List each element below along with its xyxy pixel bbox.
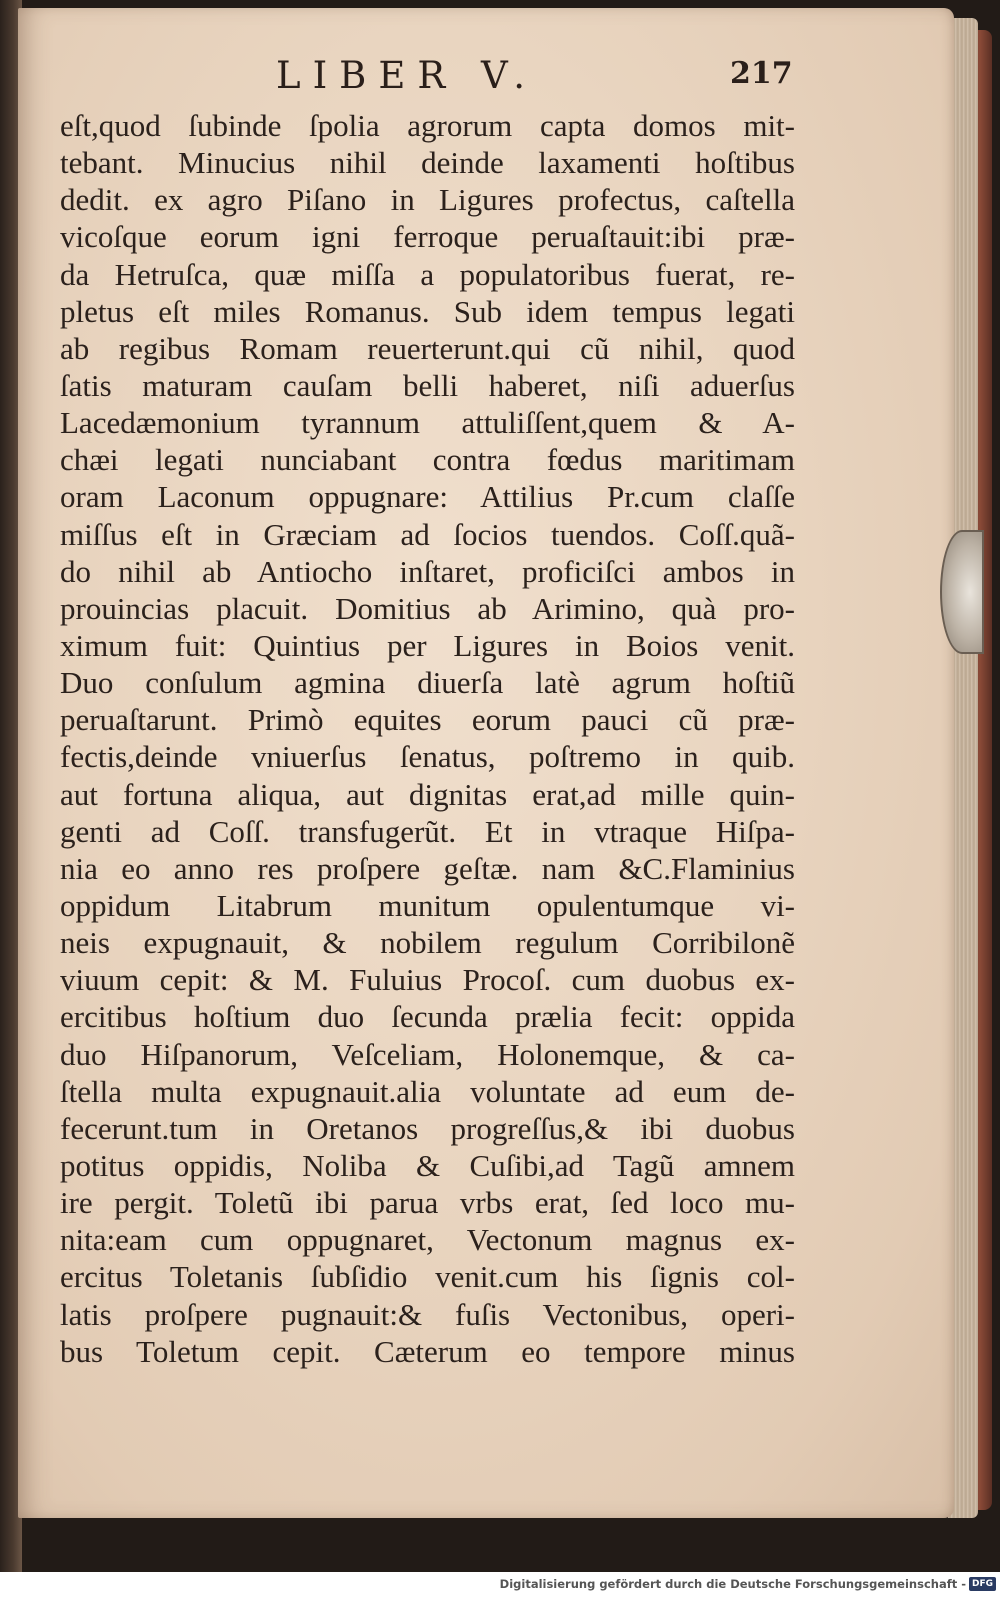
text-line: ercitibus hoſtium duo ſecunda prælia fecit: oppida <box>60 999 795 1035</box>
dfg-logo: DFG <box>969 1577 996 1591</box>
digitization-footer <box>0 1572 1000 1597</box>
text-line: ercitus Toletanis ſubſidio venit.cum his ſignis col- <box>60 1259 795 1295</box>
text-line: fecerunt.tum in Oretanos progreſſus,& ibi duobus <box>60 1110 795 1146</box>
body-text <box>60 107 805 1370</box>
text-line: potitus oppidis, Noliba & Cuſibi,ad Tagũ amnem <box>60 1147 795 1183</box>
text-line: oram Laconum oppugnare: Attilius Pr.cum claſſe <box>60 479 795 515</box>
text-line: da Hetruſca, quæ miſſa a populatoribus fuerat, re- <box>60 256 795 292</box>
text-line: neis expugnauit, & nobilem regulum Corribilonẽ <box>60 925 795 961</box>
text-line: prouincias placuit. Domitius ab Arimino, quà pro- <box>60 590 795 626</box>
text-line: latis proſpere pugnauit:& fuſis Vectonibus, operi- <box>60 1296 795 1332</box>
text-line: Duo conſulum agmina diuerſa latè agrum hoſtiũ <box>60 665 795 701</box>
text-line: duo Hiſpanorum, Veſceliam, Holonemque, & ca- <box>60 1036 795 1072</box>
running-head-title: LIBER V. <box>276 54 538 97</box>
text-line: ſatis maturam cauſam belli haberet, niſi aduerſus <box>60 367 795 403</box>
text-line: peruaſtarunt. Primò equites eorum pauci cũ præ- <box>60 702 795 738</box>
text-line: aut fortuna aliqua, aut dignitas erat,ad mille quin- <box>60 776 795 812</box>
text-line: nia eo anno res proſpere geſtæ. nam &C.Flaminius <box>60 850 795 886</box>
text-line: chæi legati nunciabant contra fœdus maritimam <box>60 442 795 478</box>
text-line: dedit. ex agro Piſano in Ligures profectus, caſtella <box>60 182 795 218</box>
text-line: vicoſque eorum igni ferroque peruaſtauit:ibi præ- <box>60 219 795 255</box>
text-line: ire pergit. Toletũ ibi parua vrbs erat, ſed loco mu- <box>60 1185 795 1221</box>
page-number: 217 <box>730 56 793 91</box>
book-page <box>18 8 954 1518</box>
footer-credit: Digitalisierung gefördert durch die Deutsche Forschungsgemeinschaft - <box>499 1577 966 1591</box>
text-line: tebant. Minucius nihil deinde laxamenti hoſtibus <box>60 145 795 181</box>
text-line: pletus eſt miles Romanus. Sub idem tempus legati <box>60 293 795 329</box>
clasp-icon <box>940 530 984 654</box>
text-line: eſt,quod ſubinde ſpolia agrorum capta domos mit- <box>60 108 795 143</box>
running-head <box>58 54 798 102</box>
text-line: do nihil ab Antiocho inſtaret, proficiſci ambos in <box>60 553 795 589</box>
text-line: ſtella multa expugnauit.alia voluntate ad eum de- <box>60 1073 795 1109</box>
text-line: genti ad Coſſ. transfugerũt. Et in vtraque Hiſpa- <box>60 813 795 849</box>
text-line: fectis,deinde vniuerſus ſenatus, poſtremo in quib. <box>60 739 795 775</box>
text-line: miſſus eſt in Græciam ad ſocios tuendos. Coſſ.quã- <box>60 516 795 552</box>
text-line: viuum cepit: & M. Fuluius Procoſ. cum duobus ex- <box>60 962 795 998</box>
text-line: oppidum Litabrum munitum opulentumque vi- <box>60 887 795 923</box>
text-line: nita:eam cum oppugnaret, Vectonum magnus ex- <box>60 1222 795 1258</box>
text-line: bus Toletum cepit. Cæterum eo tempore minus <box>60 1333 795 1369</box>
text-line: Lacedæmonium tyrannum attuliſſent,quem & A- <box>60 405 795 441</box>
text-line: ximum fuit: Quintius per Ligures in Boios venit. <box>60 627 795 663</box>
text-line: ab regibus Romam reuerterunt.qui cũ nihil, quod <box>60 330 795 366</box>
